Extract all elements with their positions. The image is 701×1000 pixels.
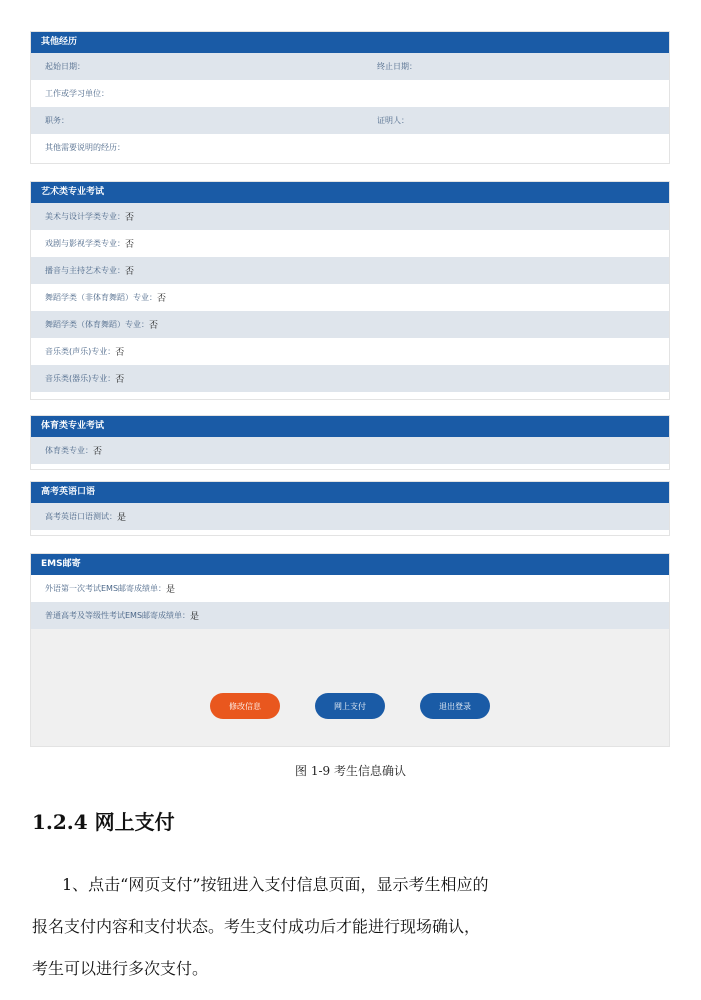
sport-exam-panel [30,415,670,470]
figure-caption: 图 1-9 考生信息确认 [295,764,406,778]
field-value: 否 [125,267,135,277]
field-value: 否 [115,348,125,358]
ems-panel [30,553,670,747]
table-row [31,230,669,257]
unit-label: 工作或学习单位： [45,89,109,98]
field-value: 否 [125,213,135,223]
table-row [31,53,669,80]
other-note-label: 其他需要说明的经历： [45,143,125,152]
field-label: 高考英语口语测试： [45,512,117,521]
field-label: 戏剧与影视学类专业： [45,239,125,248]
table-row [31,203,669,230]
other-experience-panel [30,31,670,164]
field-label: 音乐类(器乐)专业： [45,374,116,383]
field-label: 外语第一次考试EMS邮寄成绩单： [45,584,167,593]
field-label: 舞蹈学类（非体育舞蹈）专业： [45,293,157,302]
start-date-label: 起始日期： [45,62,85,71]
table-row [31,365,669,392]
table-row [31,338,669,365]
table-row [31,284,669,311]
field-value: 是 [166,585,176,595]
section-heading: 1.2.4 网上支付 [32,810,175,834]
end-date-label: 终止日期： [377,62,417,71]
paragraph-line: 报名支付内容和支付状态。考生支付成功后才能进行现场确认， [32,917,481,936]
field-label: 音乐类(声乐)专业： [45,347,116,356]
logout-button[interactable]: 退出登录 [420,693,490,719]
field-value: 是 [190,612,200,622]
table-row [31,575,669,602]
panel-title: 体育类专业考试 [31,416,669,437]
panel-title: 其他经历 [31,32,669,53]
position-label: 职务： [45,116,69,125]
field-label: 体育类专业： [45,446,93,455]
panel-title: 艺术类专业考试 [31,182,669,203]
witness-label: 证明人： [377,116,409,125]
paragraph-line: 考生可以进行多次支付。 [32,959,209,978]
table-row [31,107,669,134]
panel-title: 高考英语口语 [31,482,669,503]
field-label: 美术与设计学类专业： [45,212,125,221]
art-exam-panel [30,181,670,400]
field-value: 否 [125,240,135,250]
action-buttons [31,693,669,719]
english-oral-panel [30,481,670,536]
table-row [31,134,669,161]
edit-info-button[interactable]: 修改信息 [210,693,280,719]
field-value: 否 [115,375,125,385]
paragraph-line: 1、点击“网页支付”按钮进入支付信息页面，显示考生相应的 [62,875,489,894]
field-value: 否 [93,447,103,457]
table-row [31,437,669,464]
panel-body [31,629,669,740]
field-label: 舞蹈学类（体育舞蹈）专业： [45,320,149,329]
table-row [31,602,669,629]
table-row [31,311,669,338]
field-label: 播音与主持艺术专业： [45,266,125,275]
online-pay-button[interactable]: 网上支付 [315,693,385,719]
table-row [31,257,669,284]
field-label: 普通高考及等级性考试EMS邮寄成绩单： [45,611,191,620]
table-row [31,80,669,107]
field-value: 是 [117,513,127,523]
field-value: 否 [157,294,167,304]
field-value: 否 [149,321,159,331]
table-row [31,503,669,530]
panel-title: EMS邮寄 [31,554,669,575]
